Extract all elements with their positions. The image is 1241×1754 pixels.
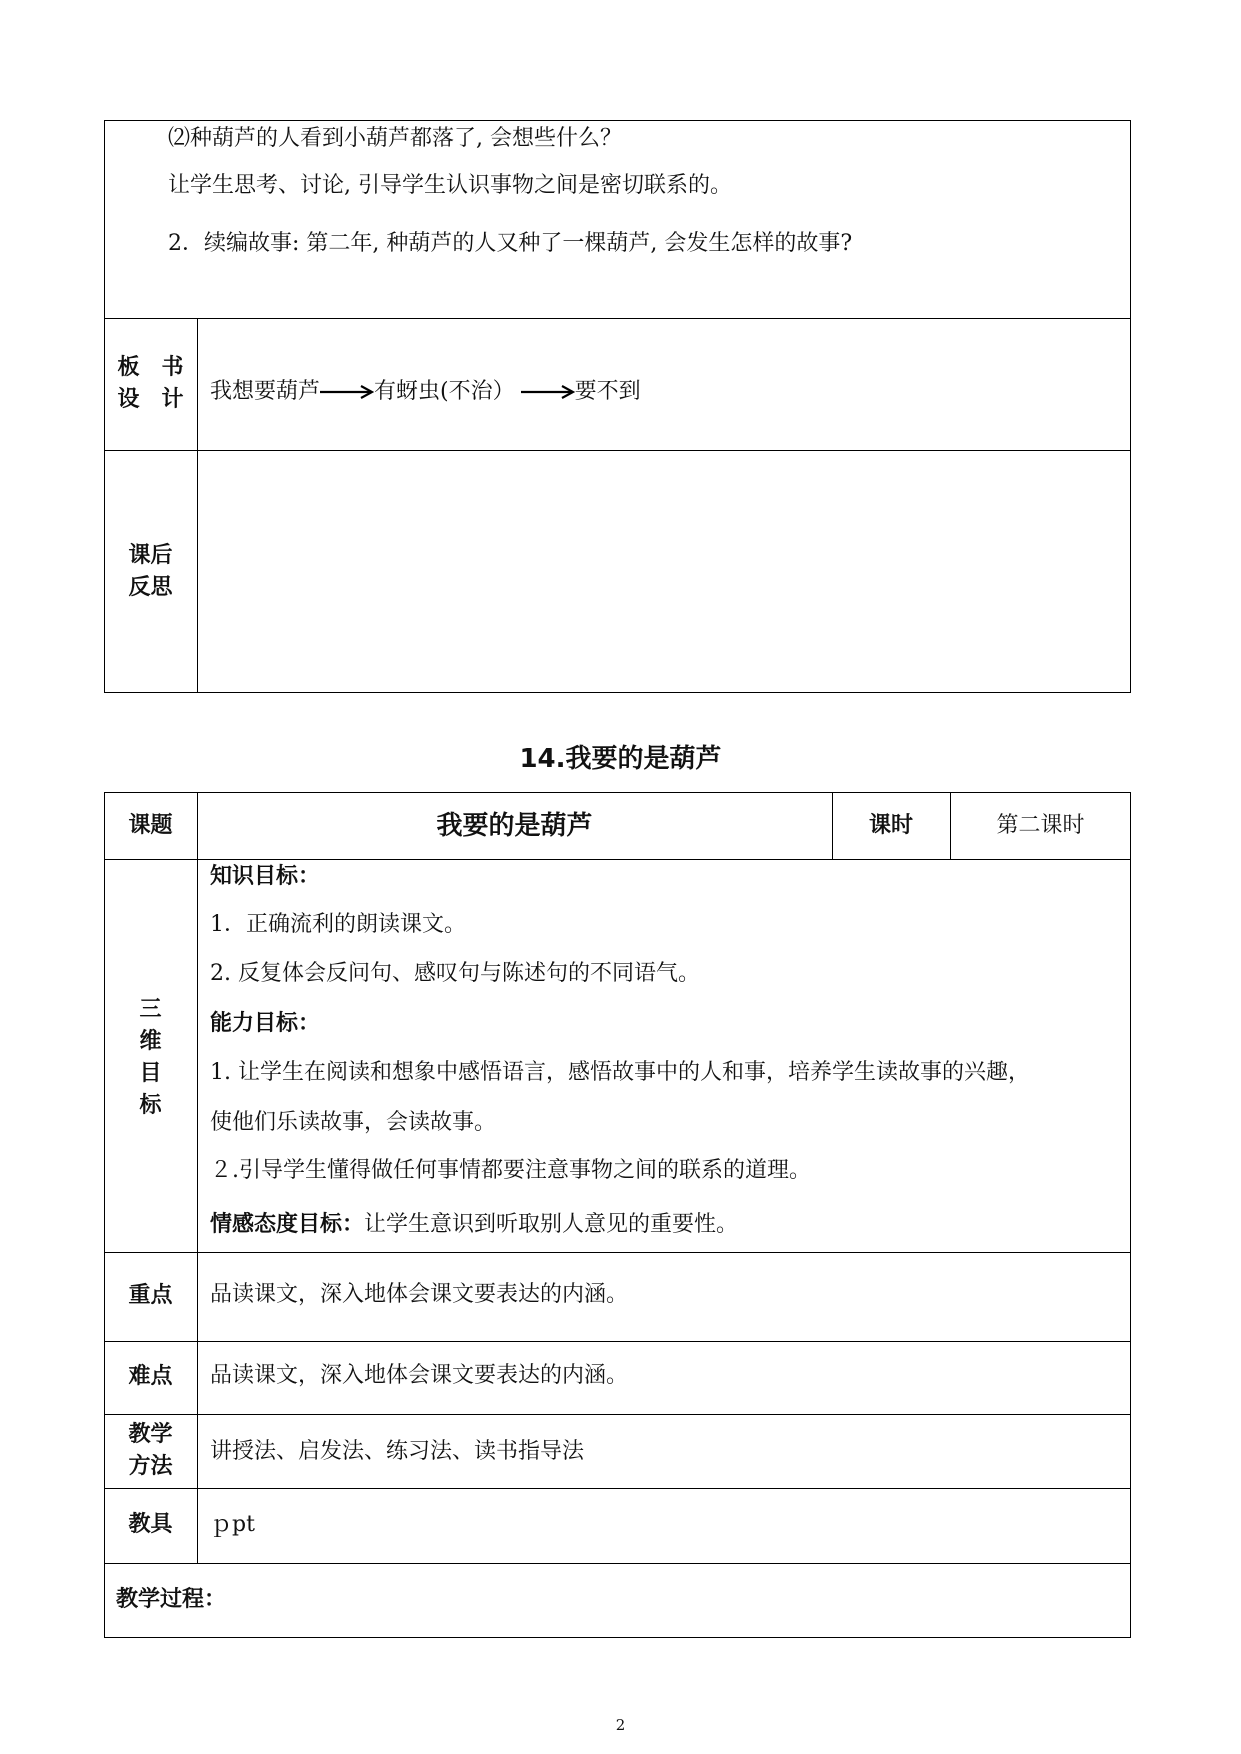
page-number: 2	[615, 1716, 626, 1734]
row-divider	[104, 1563, 1131, 1564]
teaching-method-text: 讲授法、启发法、练习法、读书指导法	[210, 1439, 585, 1464]
board-design-content	[210, 381, 641, 403]
board-part-2: 有蚜虫(不治）	[374, 379, 515, 404]
row-divider	[104, 1341, 1131, 1342]
difficulty-text: 品读课文，深入地体会课文要表达的内涵。	[210, 1363, 629, 1388]
right-arrow-icon	[320, 384, 374, 400]
emotion-goal	[210, 1214, 738, 1236]
process-line-1: ⑵种葫芦的人看到小葫芦都落了, 会想些什么？	[168, 126, 622, 151]
ability-goal-item: 1. 让学生在阅读和想象中感悟语言，感悟故事中的人和事，培养学生读故事的兴趣，	[210, 1060, 1030, 1085]
emotion-goal-title: 情感态度目标：	[210, 1212, 365, 1237]
teaching-process-label: 教学过程：	[116, 1587, 227, 1612]
ability-goal-item: ２.引导学生懂得做任何事情都要注意事物之间的联系的道理。	[210, 1158, 811, 1183]
topic-value: 我要的是葫芦	[436, 811, 593, 841]
process-line-2: 让学生思考、讨论, 引导学生认识事物之间是密切联系的。	[168, 173, 732, 198]
board-design-label: 板 书 设 计	[117, 355, 184, 412]
row-divider	[104, 859, 1131, 860]
right-arrow-icon	[521, 384, 575, 400]
row-divider	[104, 318, 1131, 319]
ability-goal-item: 使他们乐读故事，会读故事。	[210, 1110, 497, 1135]
key-point-text: 品读课文，深入地体会课文要表达的内涵。	[210, 1282, 629, 1307]
row-divider	[104, 1488, 1131, 1489]
teaching-tools-text: ｐpt	[210, 1512, 255, 1537]
key-point-label: 重点	[128, 1283, 173, 1308]
lesson-table-continued	[104, 120, 1131, 693]
board-part-3: 要不到	[574, 379, 641, 404]
ability-goal-title: 能力目标：	[210, 1011, 321, 1036]
process-line-3: 2．续编故事: 第二年, 种葫芦的人又种了一棵葫芦, 会发生怎样的故事?	[168, 231, 853, 256]
emotion-goal-text: 让学生意识到听取别人意见的重要性。	[364, 1212, 739, 1237]
topic-label: 课题	[128, 813, 173, 838]
goals-label: 三 维 目 标	[139, 997, 162, 1118]
row-divider	[104, 1252, 1131, 1253]
row-divider	[104, 1414, 1131, 1415]
period-label: 课时	[868, 813, 913, 838]
row-divider	[104, 450, 1131, 451]
knowledge-goal-title: 知识目标：	[210, 864, 321, 889]
knowledge-goal-item: 2. 反复体会反问句、感叹句与陈述句的不同语气。	[210, 961, 700, 986]
column-divider	[197, 792, 198, 1563]
teaching-method-label: 教学 方法	[128, 1422, 173, 1479]
knowledge-goal-item: 1．正确流利的朗读课文。	[210, 912, 466, 937]
lesson-heading: 14.我要的是葫芦	[519, 744, 722, 774]
period-value: 第二课时	[996, 813, 1085, 838]
reflection-label: 课后 反思	[128, 543, 173, 600]
teaching-tools-label: 教具	[128, 1512, 173, 1537]
difficulty-label: 难点	[128, 1364, 173, 1389]
board-part-1: 我想要葫芦	[210, 379, 321, 404]
column-divider	[197, 318, 198, 693]
